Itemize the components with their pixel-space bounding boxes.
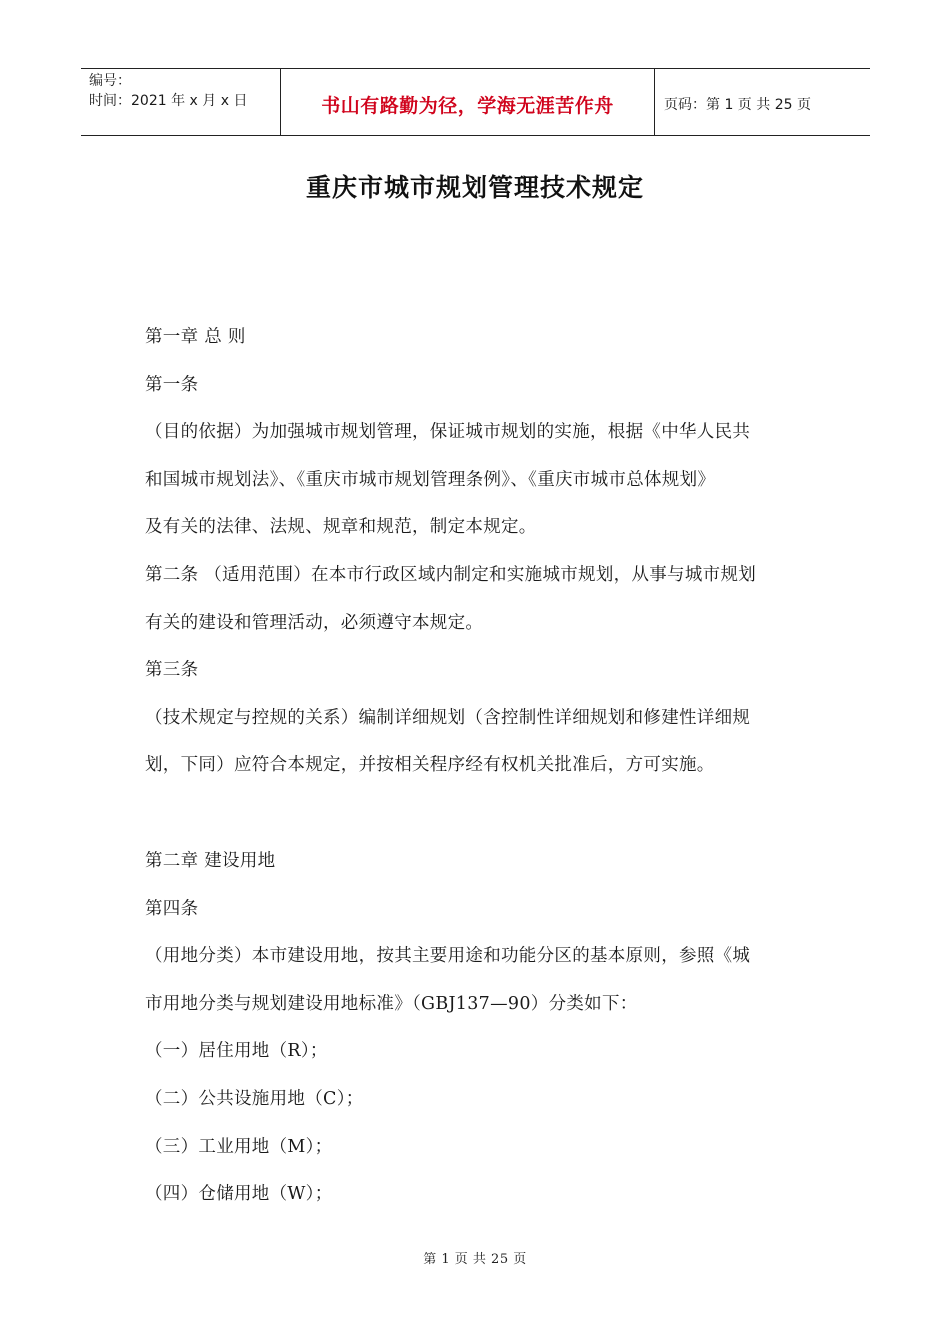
paragraph-line: （技术规定与控规的关系）编制详细规划（含控制性详细规划和修建性详细规 <box>145 707 751 728</box>
header-table <box>81 68 870 136</box>
article-heading: 第一条 <box>145 374 199 395</box>
header-meta-cell <box>81 69 281 135</box>
article-heading: 第四条 <box>145 898 199 919</box>
paragraph-line: （用地分类）本市建设用地，按其主要用途和功能分区的基本原则，参照《城 <box>145 946 751 967</box>
chapter-heading: 第二章 建设用地 <box>145 850 276 871</box>
document-time-label: 时间：2021 年 x 月 x 日 <box>89 93 248 109</box>
list-item: （二）公共设施用地（C）； <box>145 1088 364 1109</box>
paragraph-gap <box>145 794 815 842</box>
document-title: 重庆市城市规划管理技术规定 <box>305 173 644 202</box>
paragraph-line: 划，下同）应符合本规定，并按相关程序经有权机关批准后，方可实施。 <box>145 755 715 776</box>
paragraph-line: 市用地分类与规划建设用地标准》（GBJ137—90）分类如下： <box>145 993 638 1014</box>
header-motto-cell <box>281 69 655 135</box>
paragraph-line: 第二条 （适用范围）在本市行政区域内制定和实施城市规划，从事与城市规划 <box>145 564 757 585</box>
header-page-cell <box>655 69 870 135</box>
page-footer: 第 1 页 共 25 页 <box>423 1252 527 1267</box>
paragraph-line: （目的依据）为加强城市规划管理，保证城市规划的实施，根据《中华人民共 <box>145 422 751 443</box>
list-item: （一）居住用地（R）； <box>145 1041 328 1062</box>
list-item: （四）仓储用地（W）； <box>145 1184 333 1205</box>
chapter-heading: 第一章 总 则 <box>145 327 246 347</box>
document-body <box>145 318 815 1223</box>
paragraph-line: 及有关的法律、法规、规章和规范，制定本规定。 <box>145 517 537 538</box>
list-item: （三）工业用地（M）； <box>145 1136 333 1157</box>
paragraph-line: 有关的建设和管理活动，必须遵守本规定。 <box>145 612 484 633</box>
paragraph-line: 和国城市规划法》、《重庆市城市规划管理条例》、《重庆市城市总体规划》 <box>145 469 716 490</box>
header-motto: 书山有路勤为径，学海无涯苦作舟 <box>321 94 614 117</box>
article-heading: 第三条 <box>145 660 199 681</box>
document-number-label: 编号： <box>89 73 131 89</box>
header-page-info: 页码：第 1 页 共 25 页 <box>664 97 811 113</box>
